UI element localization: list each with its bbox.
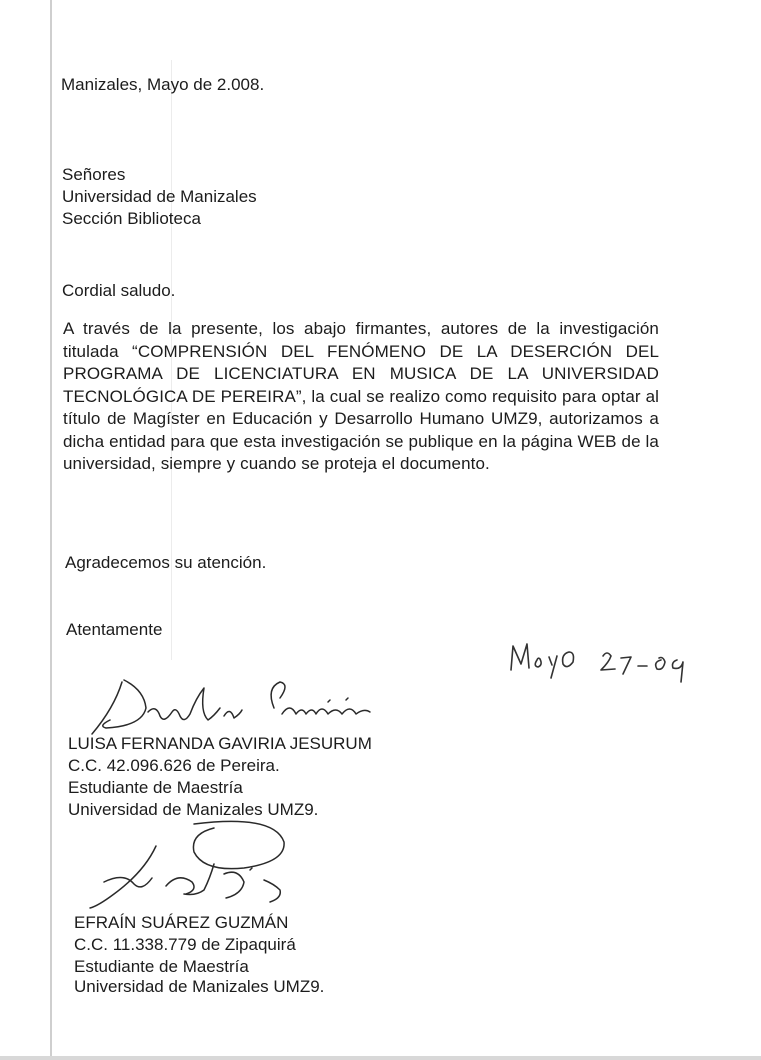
signatory-1-name: LUISA FERNANDA GAVIRIA JESURUM [68,734,372,753]
signatory-2-institution: Universidad de Manizales UMZ9. [74,977,325,996]
signature-efrain [74,812,334,922]
place-date: Manizales, Mayo de 2.008. [61,75,265,94]
recipient-line-3: Sección Biblioteca [62,209,201,228]
page-left-edge [50,0,52,1060]
signatory-1-institution: Universidad de Manizales UMZ9. [68,800,319,819]
signatory-2-role: Estudiante de Maestría [74,957,249,976]
signatory-1-id: C.C. 42.096.626 de Pereira. [68,756,280,775]
thanks: Agradecemos su atención. [65,553,267,572]
letter-body: A través de la presente, los abajo firmantes, autores de la investigación titulada “COMPRENSIÓN DEL FENÓMENO DE LA DESERCIÓN DEL PROGRAMA DE LICENCIATURA EN MUSICA DE LA UNIVERSIDAD TECNOLÓGICA DE PEREIRA”, la cual se realizo como requisito para optar al título de Magíster en Educación y Desarrollo Humano UMZ9, autorizamos a dicha entidad para que esta investigación se publique en la página WEB de la universidad, siempre y cuando se proteja el documento. [63,319,659,473]
signatory-2-id: C.C. 11.338.779 de Zipaquirá [74,935,296,954]
handwritten-date [505,638,705,688]
signatory-2-name: EFRAÍN SUÁREZ GUZMÁN [74,913,289,932]
recipient-line-1: Señores [62,165,126,184]
page-bottom-edge [0,1056,761,1060]
signatory-1-role: Estudiante de Maestría [68,778,243,797]
recipient-line-2: Universidad de Manizales [62,187,257,206]
closing: Atentamente [66,620,163,639]
greeting: Cordial saludo. [62,281,176,300]
